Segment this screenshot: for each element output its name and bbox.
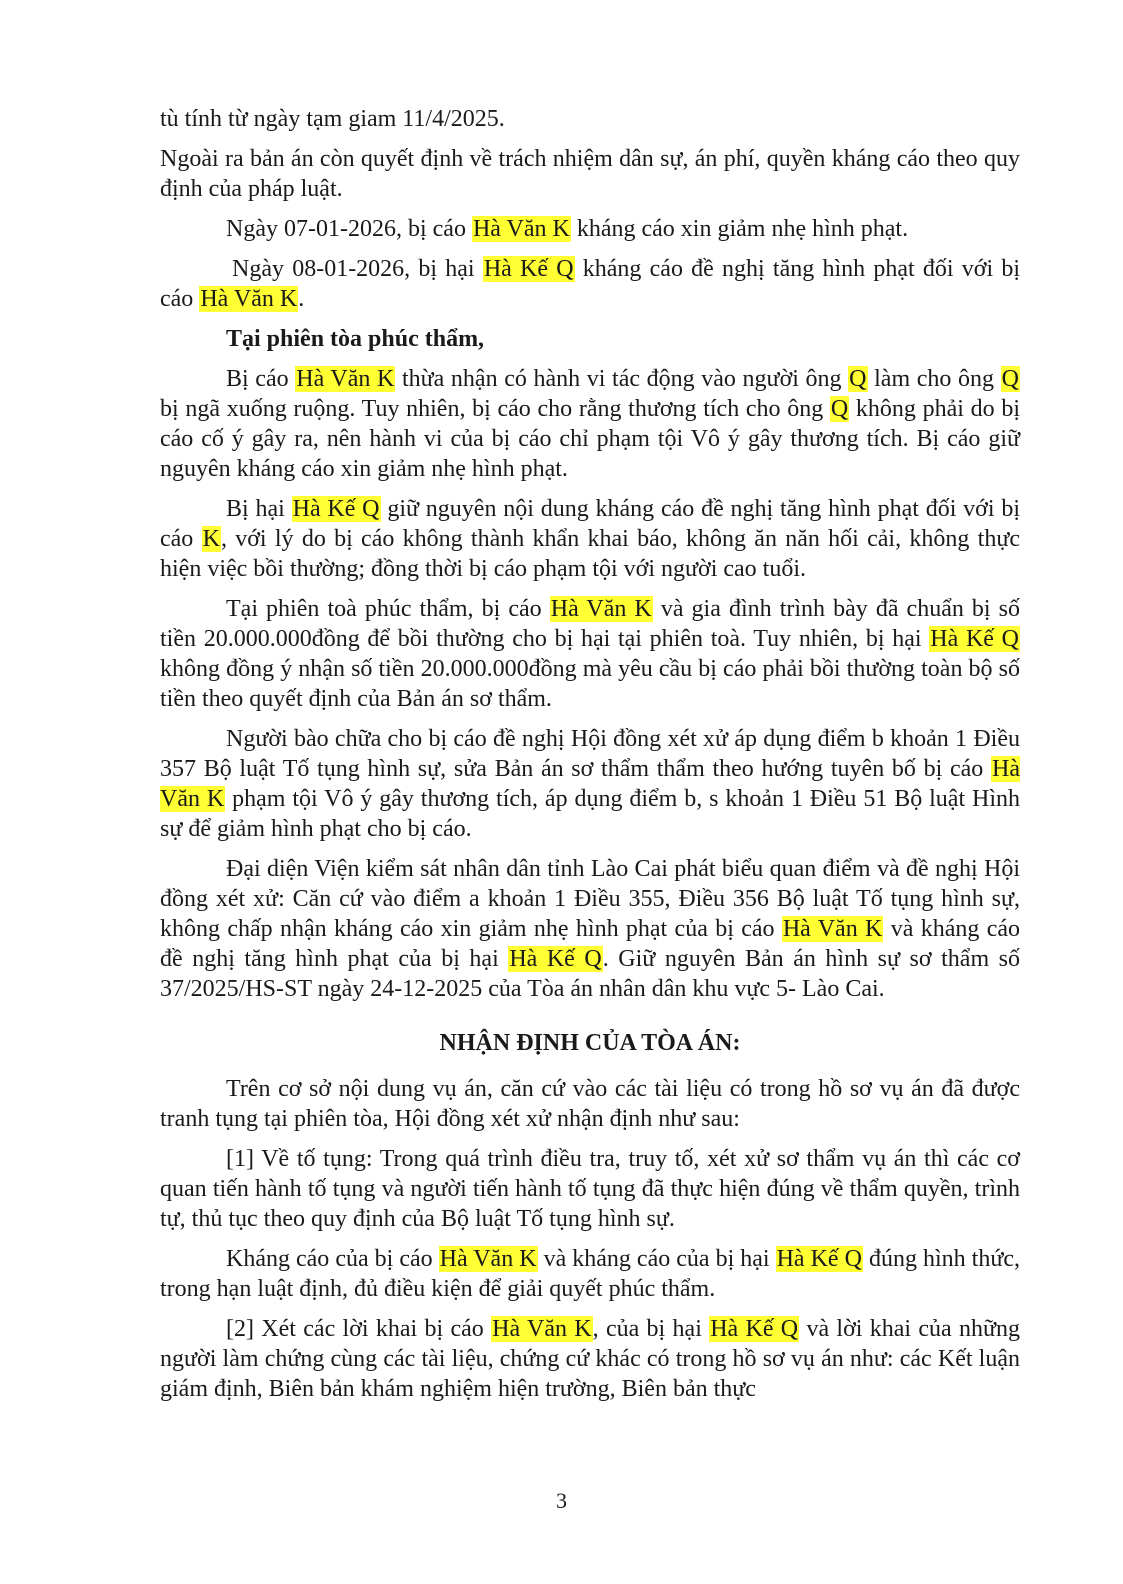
highlighted-name: Hà Kế Q (509, 946, 602, 972)
text-run: đúng hình thức, trong hạn luật định, đủ điều kiện để giải quyết phúc thẩm. (160, 1246, 1020, 1302)
paragraph (160, 594, 1020, 714)
paragraph (160, 324, 1020, 354)
text-run: Tại phiên toà phúc thẩm, bị cáo (226, 596, 550, 622)
highlighted-name: Hà Kế Q (292, 496, 380, 522)
text-run: Ngày 07-01-2026, bị cáo (226, 216, 472, 242)
highlighted-name: Hà Văn K (492, 1316, 592, 1342)
paragraph (160, 724, 1020, 844)
paragraph (160, 1314, 1020, 1404)
text-run: kháng cáo xin giảm nhẹ hình phạt. (570, 216, 909, 242)
page-number: 3 (556, 1488, 567, 1513)
text-run: . (298, 286, 305, 312)
text-run: Trên cơ sở nội dung vụ án, căn cứ vào các tài liệu có trong hồ sơ vụ án đã được tranh tụng tại phiên tòa, Hội đồng xét xử nhận định như sau: (160, 1076, 1020, 1132)
text-run: bị ngã xuống ruộng. Tuy nhiên, bị cáo cho rằng thương tích cho ông (160, 396, 830, 422)
text-run: và kháng cáo của bị hại (537, 1246, 776, 1272)
highlighted-name: Q (849, 366, 867, 392)
paragraph (160, 1244, 1020, 1304)
text-run: thừa nhận có hành vi tác động vào người ông (395, 366, 849, 392)
paragraph (160, 364, 1020, 484)
highlighted-name: Q (1001, 366, 1019, 392)
document-body (160, 104, 1020, 1414)
paragraph (160, 104, 1020, 134)
paragraph (160, 494, 1020, 584)
text-run: không đồng ý nhận số tiền 20.000.000đồng mà yêu cầu bị cáo phải bồi thường toàn bộ số tiền theo quyết định của Bản án sơ thẩm. (160, 656, 1020, 712)
highlighted-name: Hà Kế Q (930, 626, 1019, 652)
text-run: tù tính từ ngày tạm giam 11/4/2025. (160, 106, 505, 132)
text-run: . Giữ nguyên Bản án hình sự sơ thẩm số 37/2025/HS-ST ngày 24-12-2025 của Tòa án nhân dân khu vực 5- Lào Cai. (160, 946, 1020, 1002)
highlighted-name: Hà Văn K (472, 216, 570, 242)
paragraph (160, 1074, 1020, 1134)
text-run: Đại diện Viện kiểm sát nhân dân tỉnh Lào Cai phát biểu quan điểm và đề nghị Hội đồng xét xử: Căn cứ vào điểm a khoản 1 Điều 355, Điều 356 Bộ luật Tố tụng hình sự, không chấp nhận kháng cáo xin giảm nhẹ hình phạt của bị cáo (160, 856, 1020, 942)
text-run: phạm tội Vô ý gây thương tích, áp dụng điểm b, s khoản 1 Điều 51 Bộ luật Hình sự để giảm hình phạt cho bị cáo. (160, 786, 1020, 842)
text-run: NHẬN ĐỊNH CỦA TÒA ÁN: (439, 1030, 741, 1056)
paragraph (160, 144, 1020, 204)
paragraph (160, 214, 1020, 244)
highlighted-name: Hà Văn K (550, 596, 652, 622)
text-run: không phải do bị cáo cố ý gây ra, nên hành vi của bị cáo chỉ phạm tội Vô ý gây thương tích. Bị cáo giữ nguyên kháng cáo xin giảm nhẹ hình phạt. (160, 396, 1020, 482)
highlighted-name: Hà Kế Q (776, 1246, 862, 1272)
text-run: Người bào chữa cho bị cáo đề nghị Hội đồng xét xử áp dụng điểm b khoản 1 Điều 357 Bộ luật Tố tụng hình sự, sửa Bản án sơ thẩm thẩm theo hướng tuyên bố bị cáo (160, 726, 1020, 782)
text-run: , với lý do bị cáo không thành khẩn khai báo, không ăn năn hối cải, không thực hiện việc bồi thường; đồng thời bị cáo phạm tội với người cao tuổi. (160, 526, 1020, 582)
paragraph (160, 854, 1020, 1004)
highlighted-name: Hà Văn K (160, 756, 1020, 812)
highlighted-name: Hà Văn K (782, 916, 883, 942)
text-run: Kháng cáo của bị cáo (226, 1246, 439, 1272)
text-run: [1] Về tố tụng: Trong quá trình điều tra, truy tố, xét xử sơ thẩm vụ án thì các cơ quan tiến hành tố tụng và người tiến hành tố tụng đã thực hiện đúng về thẩm quyền, trình tự, thủ tục theo quy định của Bộ luật Tố tụng hình sự. (160, 1146, 1020, 1232)
text-run: Tại phiên tòa phúc thẩm, (226, 326, 485, 352)
paragraph (160, 254, 1020, 314)
highlighted-name: Hà Văn K (439, 1246, 537, 1272)
section-title (160, 1028, 1020, 1058)
text-run: Ngày 08-01-2026, bị hại (232, 256, 483, 282)
highlighted-name: Hà Văn K (200, 286, 298, 312)
text-run: [2] Xét các lời khai bị cáo (226, 1316, 492, 1342)
text-run: và lời khai của những người làm chứng cùng các tài liệu, chứng cứ khác có trong hồ sơ vụ án như: các Kết luận giám định, Biên bản khám nghiệm hiện trường, Biên bản thực (160, 1316, 1021, 1402)
text-run: kháng cáo đề nghị tăng hình phạt đối với bị cáo (160, 256, 1020, 312)
text-run: Ngoài ra bản án còn quyết định về trách nhiệm dân sự, án phí, quyền kháng cáo theo quy định của pháp luật. (160, 146, 1020, 202)
highlighted-name: Q (830, 396, 849, 422)
text-run: Bị hại (226, 496, 292, 522)
highlighted-name: Hà Kế Q (483, 256, 574, 282)
text-run: và gia đình trình bày đã chuẩn bị số tiền 20.000.000đồng để bồi thường cho bị hại tại phiên toà. Tuy nhiên, bị hại (160, 596, 1021, 652)
text-run: Bị cáo (226, 366, 296, 392)
text-run: giữ nguyên nội dung kháng cáo đề nghị tăng hình phạt đối với bị cáo (160, 496, 1020, 552)
paragraph (160, 1144, 1020, 1234)
text-run: , của bị hại (592, 1316, 710, 1342)
highlighted-name: K (202, 526, 220, 552)
highlighted-name: Hà Văn K (296, 366, 395, 392)
text-run: làm cho ông (867, 366, 1001, 392)
text-run: và kháng cáo đề nghị tăng hình phạt của bị hại (160, 916, 1021, 972)
highlighted-name: Hà Kế Q (710, 1316, 799, 1342)
